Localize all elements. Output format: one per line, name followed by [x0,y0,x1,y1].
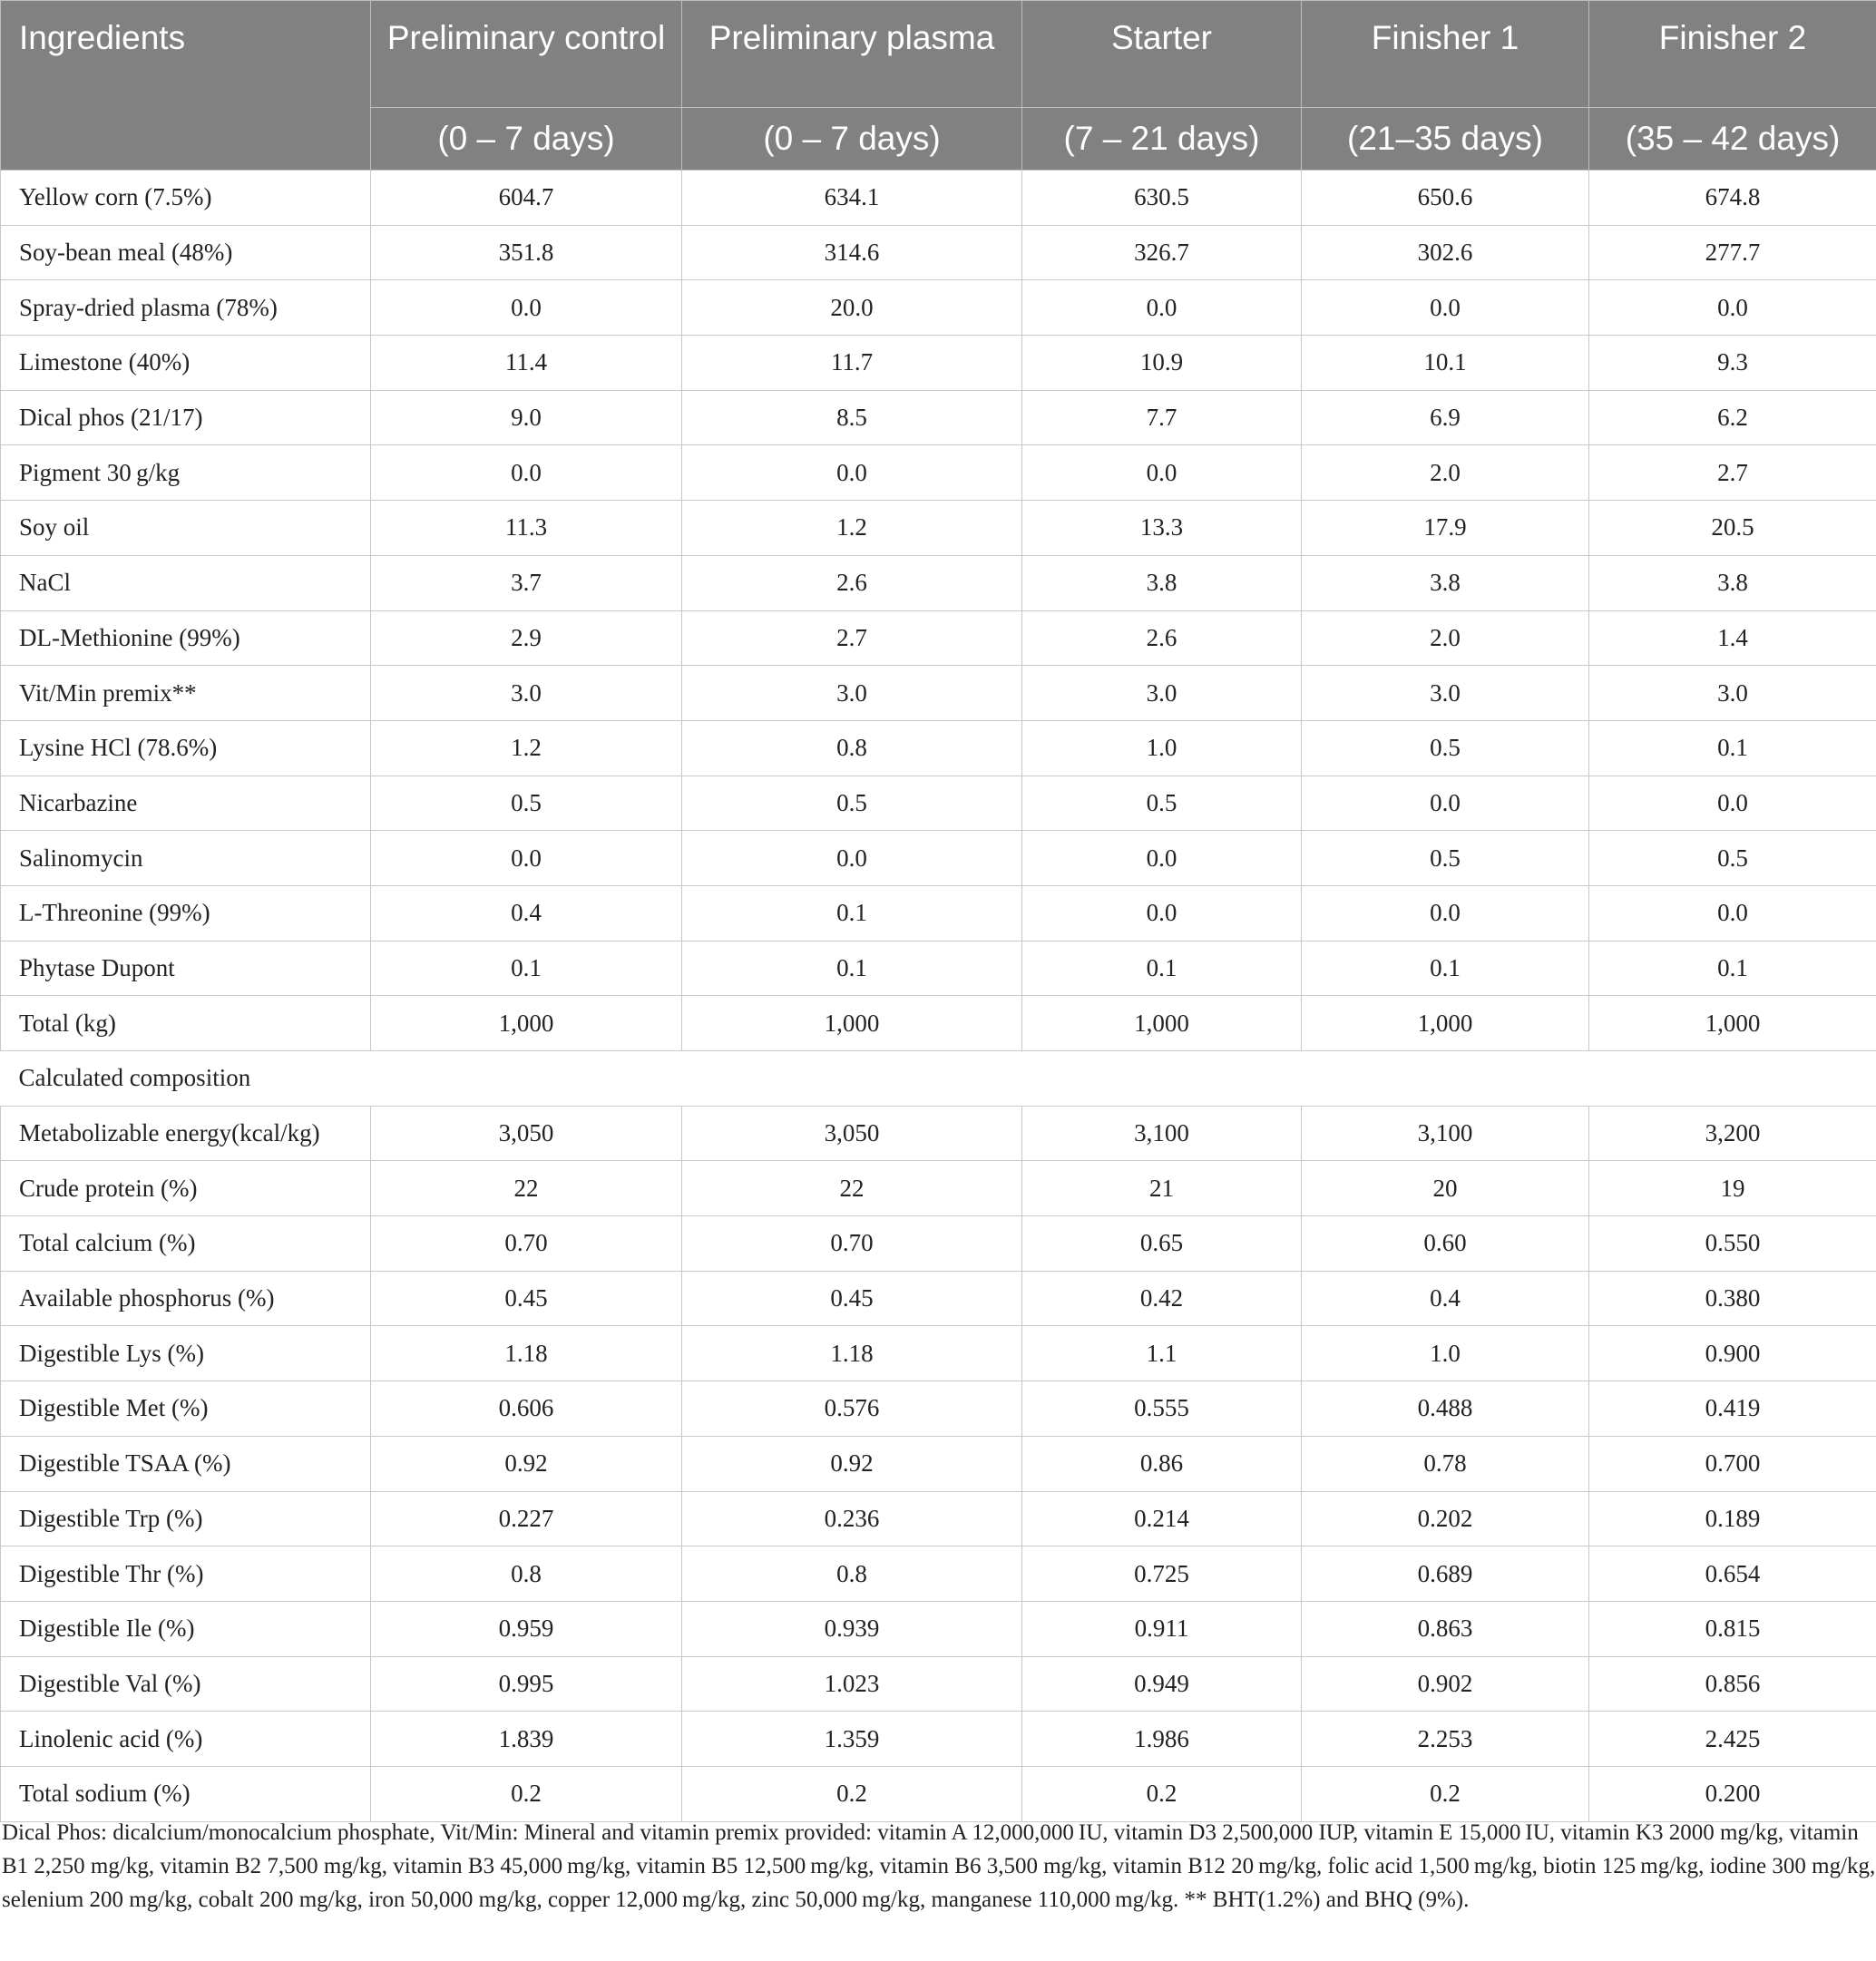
table-cell: 2.7 [1589,445,1876,501]
row-label: Dical phos (21/17) [1,390,371,445]
period-header-preliminary-plasma: (0 – 7 days) [682,108,1022,171]
column-header-finisher-1: Finisher 1 [1302,1,1589,108]
table-row [1,171,1876,226]
table-row [1,776,1876,831]
table-cell: 1,000 [371,996,682,1051]
table-row [1,720,1876,776]
table-cell: 9.0 [371,390,682,445]
table-cell: 2.6 [1022,610,1302,666]
table-row [1,885,1876,941]
table-cell: 314.6 [682,225,1022,280]
table-cell: 0.0 [1022,445,1302,501]
table-cell: 0.78 [1302,1436,1589,1491]
table-cell: 0.0 [1589,776,1876,831]
table-cell: 3,050 [682,1106,1022,1161]
row-label: Nicarbazine [1,776,371,831]
period-header-finisher-2: (35 – 42 days) [1589,108,1876,171]
table-cell: 0.2 [1022,1766,1302,1821]
table-cell: 0.214 [1022,1491,1302,1546]
table-cell: 13.3 [1022,501,1302,556]
table-cell: 1.023 [682,1656,1022,1712]
table-row [1,1436,1876,1491]
row-label: Digestible TSAA (%) [1,1436,371,1491]
table-row [1,1491,1876,1546]
table-cell: 0.0 [1022,885,1302,941]
table-cell: 7.7 [1022,390,1302,445]
table-row [1,1381,1876,1437]
table-cell: 0.60 [1302,1216,1589,1272]
table-row [1,1766,1876,1821]
table-row [1,1546,1876,1602]
header-row-names [1,1,1876,108]
table-cell: 0.5 [682,776,1022,831]
table-cell: 0.45 [682,1271,1022,1326]
table-cell: 0.65 [1022,1216,1302,1272]
column-header-ingredients: Ingredients [1,1,371,171]
section-label: Calculated composition [1,1051,1876,1107]
row-label: Digestible Met (%) [1,1381,371,1437]
table-cell: 674.8 [1589,171,1876,226]
table-cell: 2.6 [682,555,1022,610]
table-cell: 1.2 [682,501,1022,556]
table-row [1,1326,1876,1381]
column-header-preliminary-plasma: Preliminary plasma [682,1,1022,108]
table-cell: 0.70 [371,1216,682,1272]
row-label: Digestible Lys (%) [1,1326,371,1381]
row-label: Digestible Trp (%) [1,1491,371,1546]
section-row [1,1051,1876,1107]
table-cell: 0.92 [371,1436,682,1491]
table-cell: 0.236 [682,1491,1022,1546]
row-label: Digestible Thr (%) [1,1546,371,1602]
row-label: L-Threonine (99%) [1,885,371,941]
table-cell: 0.949 [1022,1656,1302,1712]
table-cell: 17.9 [1302,501,1589,556]
table-cell: 351.8 [371,225,682,280]
table-row [1,666,1876,721]
table-cell: 0.5 [1589,831,1876,886]
row-label: Pigment 30 g/kg [1,445,371,501]
table-cell: 6.9 [1302,390,1589,445]
table-cell: 1.4 [1589,610,1876,666]
table-cell: 650.6 [1302,171,1589,226]
table-cell: 22 [682,1161,1022,1216]
row-label: Limestone (40%) [1,336,371,391]
table-cell: 11.3 [371,501,682,556]
table-cell: 2.7 [682,610,1022,666]
row-label: DL-Methionine (99%) [1,610,371,666]
table-row [1,1712,1876,1767]
row-label: Soy-bean meal (48%) [1,225,371,280]
table-cell: 0.725 [1022,1546,1302,1602]
table-cell: 0.380 [1589,1271,1876,1326]
table-cell: 0.815 [1589,1601,1876,1656]
table-cell: 20.5 [1589,501,1876,556]
table-cell: 9.3 [1589,336,1876,391]
row-label: NaCl [1,555,371,610]
table-cell: 0.189 [1589,1491,1876,1546]
table-cell: 0.4 [371,885,682,941]
table-cell: 0.5 [371,776,682,831]
table-cell: 3.0 [371,666,682,721]
table-cell: 0.200 [1589,1766,1876,1821]
table-row [1,610,1876,666]
table-cell: 0.0 [1589,885,1876,941]
table-cell: 3.8 [1589,555,1876,610]
table-cell: 1.0 [1022,720,1302,776]
table-cell: 8.5 [682,390,1022,445]
row-label: Vit/Min premix** [1,666,371,721]
column-header-starter: Starter [1022,1,1302,108]
table-cell: 0.576 [682,1381,1022,1437]
column-header-preliminary-control: Preliminary control [371,1,682,108]
table-cell: 3,200 [1589,1106,1876,1161]
column-header-finisher-2: Finisher 2 [1589,1,1876,108]
table-cell: 0.5 [1302,831,1589,886]
row-label: Soy oil [1,501,371,556]
table-cell: 2.0 [1302,610,1589,666]
table-cell: 0.902 [1302,1656,1589,1712]
table-cell: 0.856 [1589,1656,1876,1712]
table-footnote: Dical Phos: dicalcium/monocalcium phosphate, Vit/Min: Mineral and vitamin premix provided: vitamin A 12,000,000 IU, vitamin D3 2,500,000 IUP, vitamin E 15,000 IU, vitamin K3 2000 mg/kg, vitamin B1 2,250 mg/kg, vitamin B2 7,500 mg/kg, vitamin B3 45,000 mg/kg, vitamin B5 12,500 mg/kg, vitamin B6 3,500 mg/kg, vitamin B12 20 mg/kg, folic acid 1,500 mg/kg, biotin 125 mg/kg, iodine 300 mg/kg, selenium 200 mg/kg, cobalt 200 mg/kg, iron 50,000 mg/kg, copper 12,000 mg/kg, zinc 50,000 mg/kg, manganese 110,000 mg/kg. ** BHT(1.2%) and BHQ (9%). [2,1820,1876,1912]
table-cell: 3.8 [1022,555,1302,610]
row-label: Linolenic acid (%) [1,1712,371,1767]
row-label: Lysine HCl (78.6%) [1,720,371,776]
row-label: Salinomycin [1,831,371,886]
table-cell: 2.0 [1302,445,1589,501]
table-cell: 277.7 [1589,225,1876,280]
table-cell: 0.900 [1589,1326,1876,1381]
table-cell: 630.5 [1022,171,1302,226]
table-cell: 0.92 [682,1436,1022,1491]
table-cell: 0.0 [682,831,1022,886]
table-cell: 0.1 [1022,941,1302,996]
table-cell: 0.555 [1022,1381,1302,1437]
table-cell: 6.2 [1589,390,1876,445]
table-cell: 3.0 [1022,666,1302,721]
table-row [1,225,1876,280]
table-cell: 0.42 [1022,1271,1302,1326]
table-row [1,280,1876,336]
table-cell: 0.1 [1589,720,1876,776]
table-cell: 3,050 [371,1106,682,1161]
table-row [1,1656,1876,1712]
table-cell: 3.7 [371,555,682,610]
table-row [1,555,1876,610]
table-cell: 0.2 [371,1766,682,1821]
row-label: Phytase Dupont [1,941,371,996]
table-cell: 0.8 [371,1546,682,1602]
table-cell: 0.863 [1302,1601,1589,1656]
row-label: Available phosphorus (%) [1,1271,371,1326]
table-cell: 3.0 [682,666,1022,721]
table-cell: 0.70 [682,1216,1022,1272]
table-cell: 20.0 [682,280,1022,336]
table-cell: 1.839 [371,1712,682,1767]
table-cell: 302.6 [1302,225,1589,280]
table-row [1,445,1876,501]
table-cell: 0.995 [371,1656,682,1712]
row-label: Total sodium (%) [1,1766,371,1821]
table-cell: 0.1 [682,941,1022,996]
table-cell: 0.0 [1022,831,1302,886]
table-row [1,390,1876,445]
table-cell: 1.18 [371,1326,682,1381]
table-header [1,1,1876,171]
table-cell: 0.0 [1589,280,1876,336]
table-cell: 0.700 [1589,1436,1876,1491]
period-header-finisher-1: (21–35 days) [1302,108,1589,171]
table-cell: 19 [1589,1161,1876,1216]
table-row [1,1106,1876,1161]
table-cell: 0.939 [682,1601,1022,1656]
table-body [1,171,1876,1822]
table-cell: 0.5 [1302,720,1589,776]
table-cell: 11.4 [371,336,682,391]
table-cell: 604.7 [371,171,682,226]
table-cell: 0.4 [1302,1271,1589,1326]
table-cell: 1.1 [1022,1326,1302,1381]
table-cell: 0.654 [1589,1546,1876,1602]
table-cell: 0.0 [1022,280,1302,336]
table-cell: 3.0 [1589,666,1876,721]
row-label: Total (kg) [1,996,371,1051]
row-label: Metabolizable energy(kcal/kg) [1,1106,371,1161]
table-cell: 0.606 [371,1381,682,1437]
table-row [1,831,1876,886]
table-row [1,1161,1876,1216]
period-header-preliminary-control: (0 – 7 days) [371,108,682,171]
table-cell: 1,000 [1022,996,1302,1051]
row-label: Total calcium (%) [1,1216,371,1272]
table-cell: 0.0 [682,445,1022,501]
row-label: Yellow corn (7.5%) [1,171,371,226]
table-cell: 0.911 [1022,1601,1302,1656]
table-cell: 3,100 [1022,1106,1302,1161]
table-cell: 1.18 [682,1326,1022,1381]
table-cell: 634.1 [682,171,1022,226]
table-cell: 1.2 [371,720,682,776]
table-cell: 0.0 [371,831,682,886]
table-cell: 0.550 [1589,1216,1876,1272]
table-cell: 0.45 [371,1271,682,1326]
row-label: Digestible Ile (%) [1,1601,371,1656]
table-cell: 1.0 [1302,1326,1589,1381]
table-cell: 2.253 [1302,1712,1589,1767]
table-cell: 0.86 [1022,1436,1302,1491]
table-row [1,996,1876,1051]
table-row [1,336,1876,391]
table-cell: 0.488 [1302,1381,1589,1437]
row-label: Crude protein (%) [1,1161,371,1216]
table-row [1,1601,1876,1656]
table-cell: 22 [371,1161,682,1216]
table-cell: 0.1 [1589,941,1876,996]
table-cell: 20 [1302,1161,1589,1216]
period-header-starter: (7 – 21 days) [1022,108,1302,171]
table-cell: 0.227 [371,1491,682,1546]
table-cell: 3.0 [1302,666,1589,721]
table-cell: 11.7 [682,336,1022,391]
table-cell: 1,000 [1589,996,1876,1051]
table-cell: 0.689 [1302,1546,1589,1602]
table-cell: 0.0 [371,280,682,336]
table-cell: 0.202 [1302,1491,1589,1546]
table-cell: 1.359 [682,1712,1022,1767]
table-cell: 2.9 [371,610,682,666]
table-cell: 0.0 [1302,885,1589,941]
table-cell: 0.5 [1022,776,1302,831]
row-label: Digestible Val (%) [1,1656,371,1712]
table-cell: 0.0 [1302,776,1589,831]
table-row [1,1271,1876,1326]
table-cell: 0.0 [371,445,682,501]
table-cell: 2.425 [1589,1712,1876,1767]
table-cell: 0.2 [682,1766,1022,1821]
table-row [1,1216,1876,1272]
table-cell: 3.8 [1302,555,1589,610]
table-cell: 21 [1022,1161,1302,1216]
table-cell: 1,000 [682,996,1022,1051]
table-cell: 10.9 [1022,336,1302,391]
table-cell: 0.8 [682,1546,1022,1602]
table-cell: 1,000 [1302,996,1589,1051]
table-cell: 0.1 [1302,941,1589,996]
table-row [1,501,1876,556]
table-cell: 3,100 [1302,1106,1589,1161]
table-cell: 326.7 [1022,225,1302,280]
table-cell: 0.959 [371,1601,682,1656]
table-cell: 0.0 [1302,280,1589,336]
table-cell: 0.419 [1589,1381,1876,1437]
row-label: Spray-dried plasma (78%) [1,280,371,336]
table-cell: 0.8 [682,720,1022,776]
table-row [1,941,1876,996]
table-cell: 0.1 [371,941,682,996]
table-cell: 10.1 [1302,336,1589,391]
table-cell: 1.986 [1022,1712,1302,1767]
table-cell: 0.2 [1302,1766,1589,1821]
table-cell: 0.1 [682,885,1022,941]
